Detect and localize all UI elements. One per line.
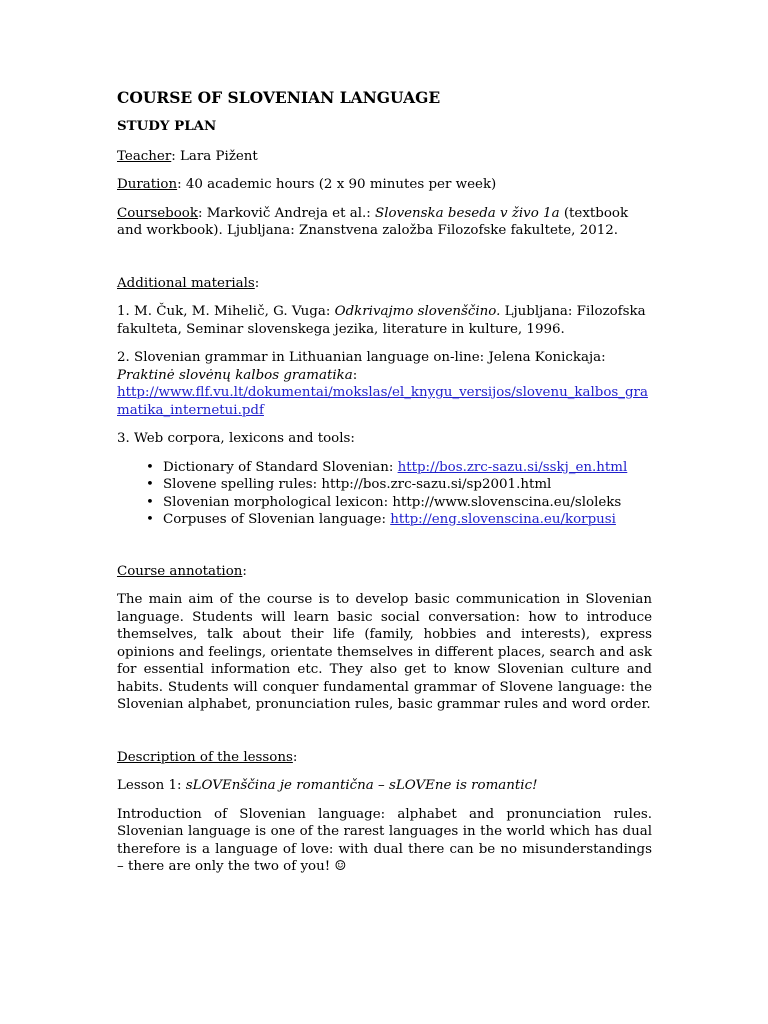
bullet-icon: •	[146, 494, 154, 510]
additional-materials-heading-text: Additional materials	[117, 275, 255, 291]
lessons-heading	[117, 749, 652, 767]
lesson-1-label: Lesson 1:	[117, 778, 186, 793]
coursebook-publisher: (textbook and workbook). Ljubljana: Znanstvena založba Filozofske fakultete, 2012.	[117, 205, 629, 238]
material-item-1	[117, 303, 652, 338]
list-item-text: Slovenian morphological lexicon: http://www.slovenscina.eu/sloleks	[163, 494, 622, 510]
list-item-text: Dictionary of Standard Slovenian:	[163, 459, 398, 475]
list-item	[117, 494, 652, 512]
coursebook-line	[117, 205, 652, 240]
list-item	[117, 459, 652, 477]
material-item-2-text: 2. Slovenian grammar in Lithuanian language on-line: Jelena Konickaja:	[117, 350, 606, 365]
korpusi-link[interactable]: http://eng.slovenscina.eu/korpusi	[390, 512, 616, 527]
material-item-2	[117, 349, 652, 419]
list-item	[117, 476, 652, 494]
additional-materials-heading-colon: :	[254, 275, 260, 291]
list-item	[117, 511, 652, 529]
coursebook-authors: : Markovič Andreja et al.:	[197, 205, 376, 221]
additional-materials-heading	[117, 275, 652, 293]
material-item-2-title: Praktinė slovėnų kalbos gramatika	[117, 367, 353, 383]
duration-label: Duration	[117, 177, 178, 192]
spacer	[117, 251, 652, 275]
lesson-1-title-line	[117, 777, 652, 795]
coursebook-label: Coursebook	[117, 205, 198, 221]
sskj-link[interactable]: http://bos.zrc-sazu.si/sskj_en.html	[397, 459, 628, 475]
course-annotation-heading	[117, 563, 652, 581]
course-annotation-heading-colon: :	[242, 563, 247, 579]
duration-line	[117, 176, 652, 194]
material-item-2-colon: :	[352, 367, 358, 383]
bullet-icon: •	[146, 477, 154, 492]
bullet-icon: •	[146, 512, 154, 527]
bullet-icon: •	[146, 459, 154, 475]
lessons-heading-text: Description of the lessons	[117, 749, 293, 765]
list-item-text: Slovene spelling rules: http://bos.zrc-sazu.si/sp2001.html	[163, 477, 552, 492]
grammar-pdf-link[interactable]: http://www.flf.vu.lt/dokumentai/mokslas/el_knygu_versijos/slovenu_kalbos_gramatika_internetui.pdf	[117, 385, 648, 418]
coursebook-title: Slovenska beseda v živo 1a	[375, 205, 560, 221]
document-title: COURSE OF SLOVENIAN LANGUAGE	[117, 88, 441, 107]
material-item-1-publisher: Ljubljana: Filozofska fakulteta, Seminar slovenskega jezika, literature in kulture, 1996.	[117, 304, 646, 337]
lesson-1-description: Introduction of Slovenian language: alphabet and pronunciation rules. Slovenian language is one of the rarest languages in the world which has dual therefore is a language of love: with dual there can be no misunderstandings – there are only the two of you! ☺	[117, 806, 652, 874]
list-item-text: Corpuses of Slovenian language:	[163, 512, 391, 527]
tools-list	[117, 459, 652, 529]
material-item-1-authors: 1. M. Čuk, M. Mihelič, G. Vuga:	[117, 304, 335, 319]
material-item-3: 3. Web corpora, lexicons and tools:	[117, 431, 355, 446]
course-annotation-text: The main aim of the course is to develop basic communication in Slovenian language. Students will learn basic social conversation: how to introduce themselves, talk about their life (family, hobbies and interests), express opinions and feelings, orientate themselves in different places, search and ask for essential information etc. They also get to know Slovenian culture and habits. Students will conquer fundamental grammar of Slovene language: the Slovenian alphabet, pronunciation rules, basic grammar rules and word order.	[117, 592, 652, 712]
duration-value: : 40 academic hours (2 x 90 minutes per week)	[177, 177, 497, 192]
teacher-line	[117, 148, 652, 166]
teacher-value: : Lara Pižent	[171, 148, 258, 164]
course-annotation-heading-text: Course annotation	[117, 563, 243, 579]
teacher-label: Teacher	[117, 148, 172, 164]
document-subtitle: STUDY PLAN	[117, 118, 217, 134]
material-item-1-title: Odkrivajmo slovenščino.	[334, 304, 501, 319]
lessons-heading-colon: :	[292, 749, 298, 765]
lesson-1-title: sLOVEnščina je romantična – sLOVEne is romantic!	[185, 778, 538, 793]
spacer	[117, 539, 652, 563]
spacer	[117, 725, 652, 749]
